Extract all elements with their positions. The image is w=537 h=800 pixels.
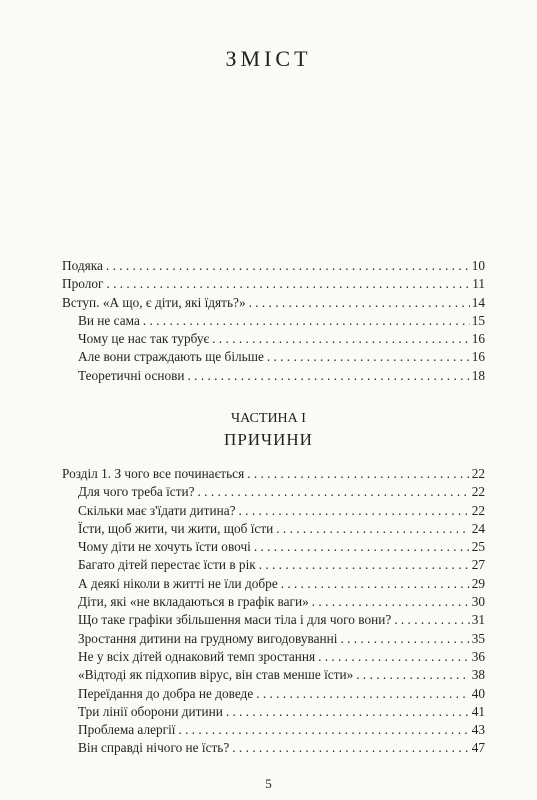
toc-entry-title: Діти, які «не вкладаються в графік ваги» <box>78 594 312 610</box>
toc-entry-title: Він справді нічого не їсть? <box>78 740 232 756</box>
toc-entry <box>62 521 485 539</box>
toc-entry-title: Вступ. «А що, є діти, які їдять?» <box>62 295 249 311</box>
toc-entry-title: Пролог <box>62 276 106 292</box>
toc-entry-page: 11 <box>472 276 485 292</box>
toc-entry <box>62 631 485 649</box>
toc-entry-title: Проблема алергії <box>78 722 178 738</box>
toc-leader-dots <box>232 740 469 756</box>
toc-entry <box>62 594 485 612</box>
toc-entry <box>62 667 485 685</box>
toc-entry-page: 14 <box>471 294 485 310</box>
toc-entry-title: Їсти, щоб жити, чи жити, щоб їсти <box>78 521 276 537</box>
toc-leader-dots <box>239 503 470 519</box>
toc-entry-page: 31 <box>471 612 485 628</box>
toc-entry <box>62 331 485 349</box>
toc-entry-title: А деякі ніколи в житті не їли добре <box>78 576 281 592</box>
toc-leader-dots <box>394 612 469 628</box>
toc-entry-page: 24 <box>471 520 485 536</box>
toc-entry-title: Не у всіх дітей однаковий темп зростання <box>78 649 318 665</box>
toc-leader-dots <box>212 331 469 347</box>
toc-leader-dots <box>267 349 470 365</box>
toc-leader-dots <box>276 521 469 537</box>
toc-entry <box>62 276 485 294</box>
toc-leader-dots <box>247 466 470 482</box>
toc-leader-dots <box>198 484 470 500</box>
toc-entry-page: 22 <box>471 466 485 481</box>
toc-entry <box>62 557 485 575</box>
toc-entry-title: Подяка <box>62 258 106 274</box>
toc-entry <box>62 740 485 758</box>
toc-entry-title: Переїдання до добра не доведе <box>78 686 256 702</box>
toc-entry-title: Ви не сама <box>78 313 143 329</box>
toc-leader-dots <box>249 295 470 311</box>
toc-entry <box>62 649 485 667</box>
toc-intro-section <box>62 258 485 386</box>
toc-entry-page: 29 <box>471 575 485 591</box>
toc-entry-page: 36 <box>471 648 485 664</box>
toc-entry-title: Що таке графіки збільшення маси тіла і для чого вони? <box>78 612 394 628</box>
toc-entry <box>62 466 485 484</box>
toc-entry <box>62 539 485 557</box>
toc-leader-dots <box>259 557 470 573</box>
toc-entry-title: «Відтоді як підхопив вірус, він став менше їсти» <box>78 667 356 683</box>
toc-entry-page: 16 <box>471 331 485 347</box>
toc-leader-dots <box>178 722 469 738</box>
toc-entry-page: 38 <box>471 667 485 683</box>
part-name: ПРИЧИНИ <box>224 430 313 449</box>
toc-leader-dots <box>312 594 470 610</box>
toc-entry <box>62 704 485 722</box>
toc-leader-dots <box>281 576 470 592</box>
toc-entry <box>62 295 485 313</box>
toc-entry-title: Зростання дитини на грудному вигодовуванні <box>78 631 340 647</box>
page-number: 5 <box>265 776 272 791</box>
toc-leader-dots <box>356 667 469 683</box>
toc-entry-title: Три лінії оборони дитини <box>78 704 226 720</box>
toc-leader-dots <box>254 539 470 555</box>
toc-entry-page: 30 <box>471 594 485 610</box>
toc-entry-page: 18 <box>471 367 485 383</box>
toc-entry-page: 47 <box>471 740 485 756</box>
toc-entry <box>62 258 485 276</box>
toc-entry <box>62 722 485 740</box>
toc-entry <box>62 686 485 704</box>
toc-entry <box>62 368 485 386</box>
toc-leader-dots <box>188 368 470 384</box>
toc-entry-page: 35 <box>471 630 485 646</box>
toc-chapter-section <box>62 466 485 759</box>
toc-entry <box>62 313 485 331</box>
toc-leader-dots <box>143 313 470 329</box>
toc-entry-title: Але вони страждають ще більше <box>78 349 267 365</box>
toc-entry-page: 41 <box>471 703 485 719</box>
toc-entry-title: Розділ 1. З чого все починається <box>62 466 247 482</box>
toc-leader-dots <box>226 704 470 720</box>
toc-entry <box>62 612 485 630</box>
toc-entry-page: 40 <box>471 685 485 701</box>
part-number: ЧАСТИНА I <box>231 411 306 426</box>
toc-entry-page: 10 <box>471 258 485 273</box>
toc-entry <box>62 576 485 594</box>
toc-entry <box>62 484 485 502</box>
toc-entry-page: 15 <box>471 312 485 328</box>
toc-entry-page: 16 <box>471 349 485 365</box>
toc-leader-dots <box>256 686 469 702</box>
toc-entry-page: 22 <box>471 502 485 518</box>
toc-leader-dots <box>106 258 470 274</box>
toc-entry-page: 22 <box>471 484 485 500</box>
toc-entry-page: 27 <box>471 557 485 573</box>
toc-entry-title: Для чого треба їсти? <box>78 484 198 500</box>
toc-entry-title: Чому діти не хочуть їсти овочі <box>78 539 254 555</box>
toc-entry-title: Теоретичні основи <box>78 368 188 384</box>
toc-leader-dots <box>318 649 470 665</box>
toc-entry-title: Багато дітей перестає їсти в рік <box>78 557 259 573</box>
toc-leader-dots <box>106 276 470 292</box>
toc-entry-title: Чому це нас так турбує <box>78 331 212 347</box>
toc-entry <box>62 349 485 367</box>
toc-entry-page: 25 <box>471 539 485 555</box>
toc-entry-title: Скільки має з'їдати дитина? <box>78 503 239 519</box>
page-title: ЗМІСТ <box>225 46 312 71</box>
toc-entry <box>62 503 485 521</box>
toc-leader-dots <box>340 631 469 647</box>
toc-entry-page: 43 <box>471 722 485 738</box>
